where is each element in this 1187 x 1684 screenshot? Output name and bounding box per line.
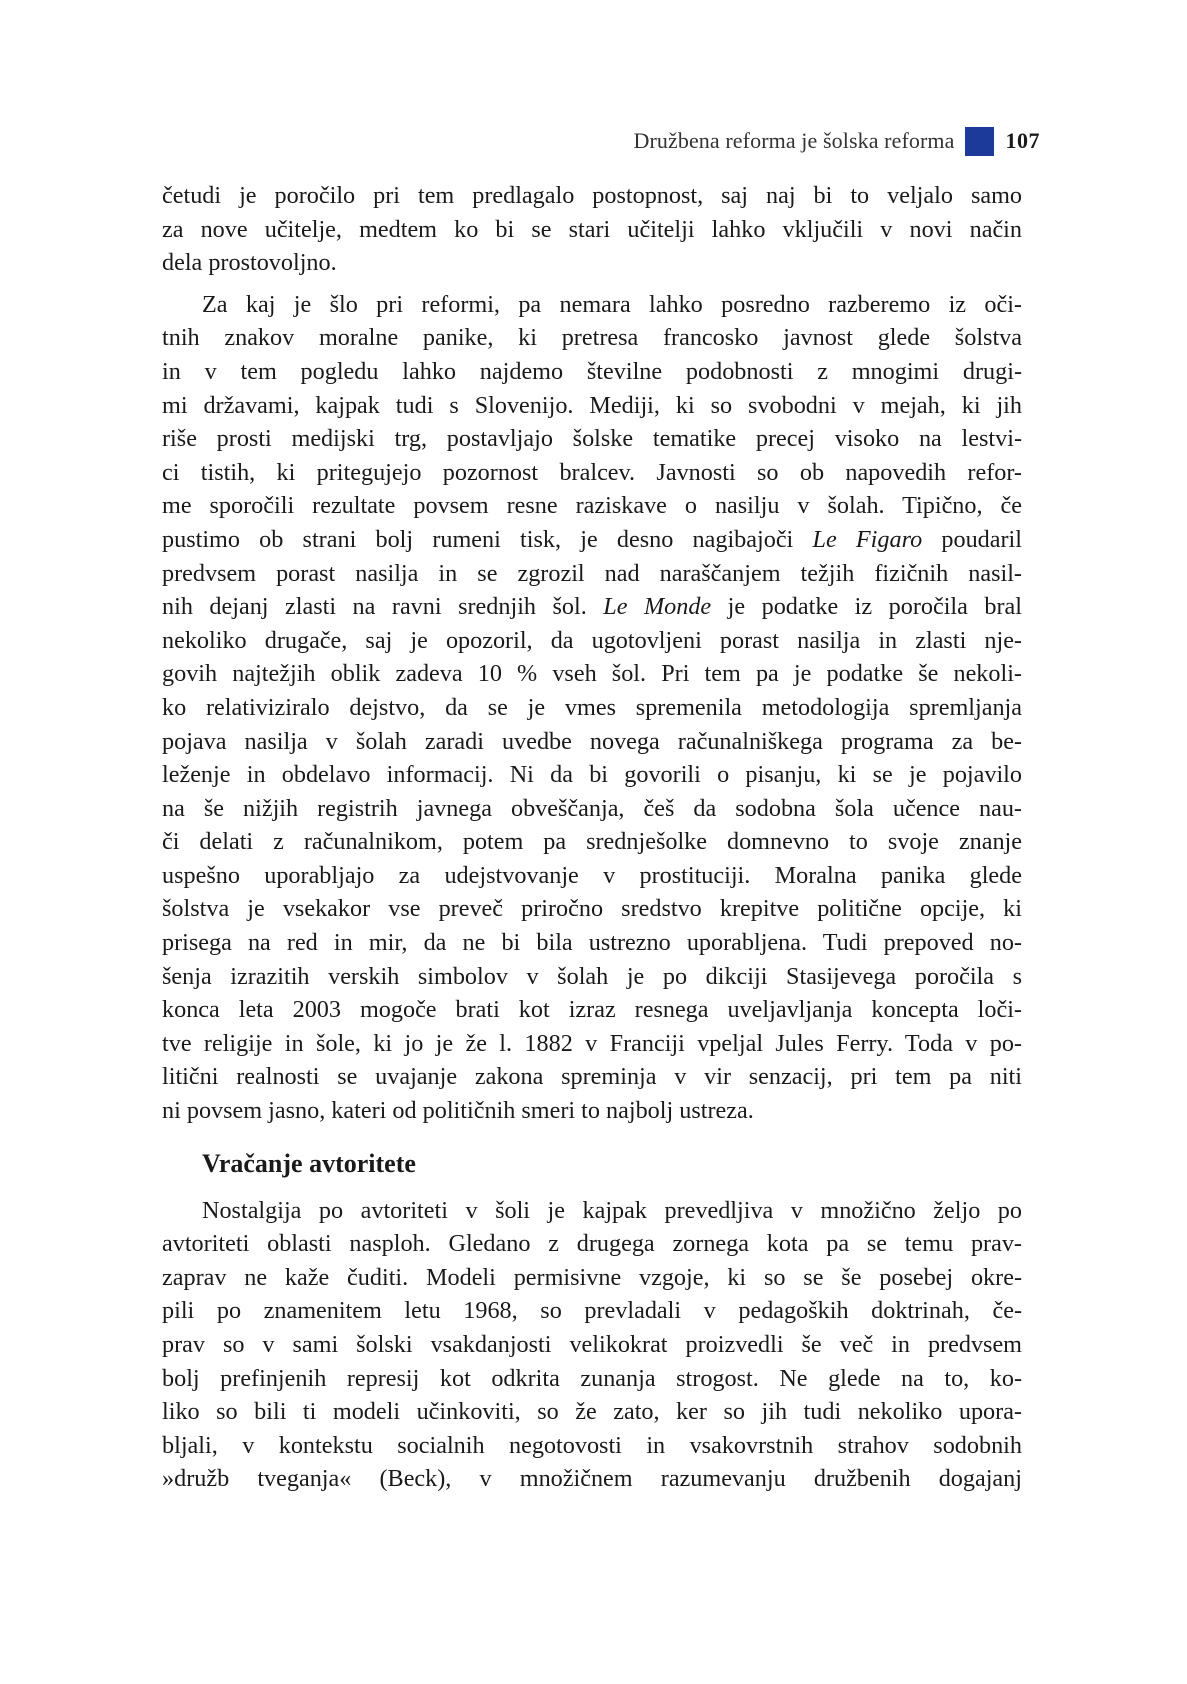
text-line: Nostalgija po avtoriteti v šoli je kajpak prevedljiva v množično željo po bbox=[202, 1196, 1022, 1224]
text-line: dela prostovoljno. bbox=[162, 249, 337, 277]
text-line: tnih znakov moralne panike, ki pretresa francosko javnost glede šolstva bbox=[162, 324, 1022, 352]
text-line: uspešno uporabljajo za udejstvovanje v prostituciji. Moralna panika glede bbox=[162, 861, 1022, 889]
section-heading: Vračanje avtoritete bbox=[202, 1148, 416, 1178]
text-line: pojava nasilja v šolah zaradi uvedbe novega računalniškega programa za be- bbox=[162, 727, 1022, 755]
text-line: govih najtežjih oblik zadeva 10 % vseh šol. Pri tem pa je podatke še nekoli- bbox=[162, 660, 1022, 688]
text-line: avtoriteti oblasti nasploh. Gledano z drugega zornega kota pa se temu prav- bbox=[162, 1230, 1022, 1258]
blue-square-marker bbox=[965, 127, 994, 156]
text-line: prav so v sami šolski vsakdanjosti velikokrat proizvedli še več in predvsem bbox=[162, 1331, 1022, 1358]
running-header bbox=[0, 126, 1040, 156]
text-line: za nove učitelje, medtem ko bi se stari učitelji lahko vključili v novi način bbox=[162, 215, 1022, 243]
paragraph-2 bbox=[162, 288, 1022, 1128]
paragraph-3 bbox=[162, 1194, 1022, 1496]
body-text bbox=[162, 179, 1022, 1496]
text-segment: poudaril bbox=[922, 525, 1022, 553]
text-line: nekoliko drugače, saj je opozoril, da ugotovljeni porast nasilja in zlasti nje- bbox=[162, 626, 1022, 654]
text-line: pili po znamenitem letu 1968, so prevladali v pedagoških doktrinah, če- bbox=[162, 1297, 1022, 1325]
text-line: či delati z računalnikom, potem pa srednješolke domnevno to svoje znanje bbox=[162, 828, 1022, 856]
text-line: četudi je poročilo pri tem predlagalo postopnost, saj naj bi to veljalo samo bbox=[162, 182, 1022, 209]
italic-title-le-monde: Le Monde bbox=[603, 593, 712, 621]
text-segment: pustimo ob strani bolj rumeni tisk, je desno nagibajoči bbox=[162, 525, 813, 553]
text-line: šenja izrazitih verskih simbolov v šolah je po dikciji Stasijevega poročila s bbox=[162, 962, 1022, 990]
text-line: prisega na red in mir, da ne bi bila ustrezno uporabljena. Tudi prepoved no- bbox=[162, 929, 1022, 957]
text-line bbox=[162, 590, 1022, 624]
text-line: liko so bili ti modeli učinkoviti, so že zato, ker so jih tudi nekoliko upora- bbox=[162, 1398, 1022, 1426]
text-line: ko relativiziralo dejstvo, da se je vmes spremenila metodologija spremljanja bbox=[162, 693, 1022, 721]
text-line: litični realnosti se uvajanje zakona spreminja v vir senzacij, pri tem pa niti bbox=[162, 1063, 1022, 1091]
paragraph-1 bbox=[162, 179, 1022, 280]
running-header-title: Družbena reforma je šolska reforma bbox=[633, 128, 955, 153]
text-segment: nih dejanj zlasti na ravni srednjih šol. bbox=[162, 593, 604, 621]
text-line: in v tem pogledu lahko najdemo številne podobnosti z mnogimi drugi- bbox=[162, 357, 1022, 385]
text-line: bljali, v kontekstu socialnih negotovosti in vsakovrstnih strahov sodobnih bbox=[162, 1431, 1022, 1459]
text-line: me sporočili rezultate povsem resne raziskave o nasilju v šolah. Tipično, če bbox=[162, 492, 1022, 520]
text-line: Za kaj je šlo pri reformi, pa nemara lahko posredno razberemo iz oči- bbox=[202, 290, 1022, 318]
text-line: na še nižjih registrih javnega obveščanja, češ da sodobna šola učence nau- bbox=[162, 794, 1022, 822]
text-line: ni povsem jasno, kateri od političnih smeri to najbolj ustreza. bbox=[162, 1097, 754, 1125]
text-line: predvsem porast nasilja in se zgrozil nad naraščanjem težjih fizičnih nasil- bbox=[162, 559, 1022, 587]
text-line: »družb tveganja« (Beck), v množičnem razumevanju družbenih dogajanj bbox=[162, 1465, 1022, 1493]
text-line: mi državami, kajpak tudi s Slovenijo. Mediji, ki so svobodni v mejah, ki jih bbox=[162, 391, 1022, 419]
italic-title-le-figaro: Le Figaro bbox=[812, 525, 923, 553]
page-number: 107 bbox=[1005, 128, 1040, 153]
text-line: leženje in obdelavo informacij. Ni da bi govorili o pisanju, ki se je pojavilo bbox=[162, 761, 1022, 789]
text-line bbox=[162, 523, 1022, 557]
text-line: tve religije in šole, ki jo je že l. 1882 v Franciji vpeljal Jules Ferry. Toda v po- bbox=[162, 1029, 1022, 1057]
text-line: šolstva je vsekakor vse preveč priročno sredstvo krepitve politične opcije, ki bbox=[162, 895, 1022, 923]
text-line: konca leta 2003 mogoče brati kot izraz resnega uveljavljanja koncepta loči- bbox=[162, 996, 1022, 1024]
text-line: bolj prefinjenih represij kot odkrita zunanja strogost. Ne glede na to, ko- bbox=[162, 1364, 1022, 1392]
text-line: riše prosti medijski trg, postavljajo šolske tematike precej visoko na lestvi- bbox=[162, 425, 1022, 453]
text-segment: je podatke iz poročila bral bbox=[711, 593, 1022, 621]
text-line: zaprav ne kaže čuditi. Modeli permisivne vzgoje, ki so se še posebej okre- bbox=[162, 1263, 1022, 1291]
text-line: ci tistih, ki pritegujejo pozornost bralcev. Javnosti so ob napovedih refor- bbox=[162, 458, 1022, 486]
